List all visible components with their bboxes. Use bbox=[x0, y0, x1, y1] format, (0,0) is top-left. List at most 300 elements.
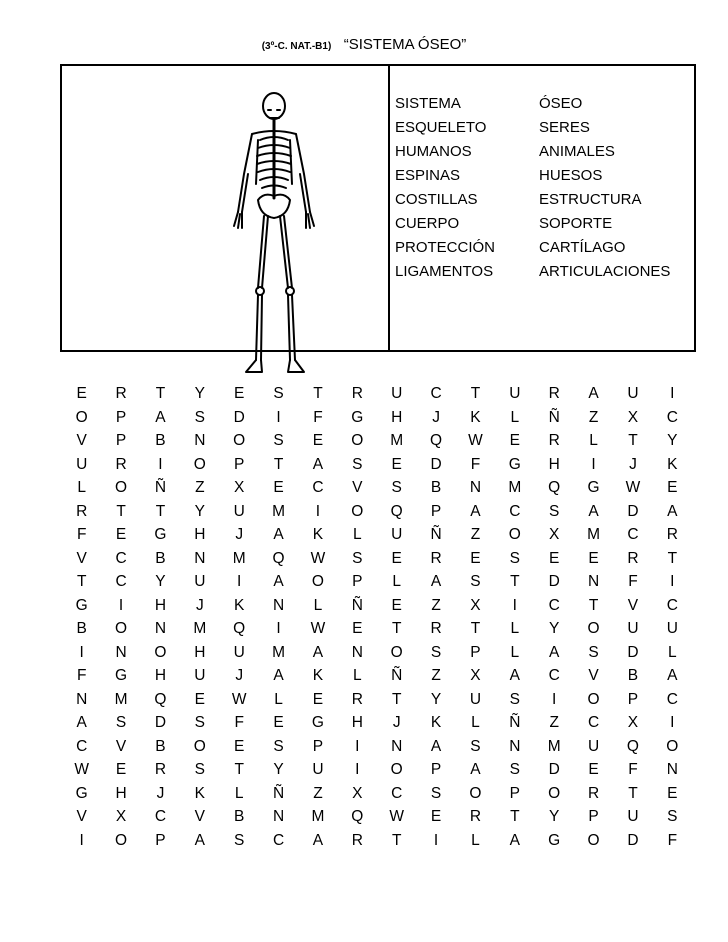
grid-cell: N bbox=[154, 620, 167, 637]
grid-cell: L bbox=[510, 643, 520, 661]
grid-cell: E bbox=[430, 808, 442, 825]
grid-cell: X bbox=[627, 714, 639, 731]
grid-cell: P bbox=[430, 502, 442, 520]
grid-cell: T bbox=[391, 831, 402, 849]
grid-cell: I bbox=[355, 761, 360, 778]
grid-cell: A bbox=[430, 573, 442, 590]
grid-cell: O bbox=[115, 479, 128, 496]
grid-cell: B bbox=[155, 737, 166, 755]
header-box bbox=[60, 64, 696, 352]
grid-cell: I bbox=[276, 620, 281, 637]
word-search-grid bbox=[62, 382, 692, 852]
grid-cell: Q bbox=[430, 432, 443, 449]
grid-cell: L bbox=[234, 784, 244, 802]
grid-cell: C bbox=[76, 737, 88, 755]
grid-cell: R bbox=[76, 502, 88, 520]
grid-cell: W bbox=[625, 479, 641, 496]
grid-cell: E bbox=[115, 761, 127, 778]
grid-cell: U bbox=[587, 737, 600, 755]
grid-cell: N bbox=[194, 432, 206, 449]
grid-cell: F bbox=[470, 455, 481, 473]
grid-cell: I bbox=[512, 596, 517, 614]
word-item: HUMANOS bbox=[395, 143, 472, 160]
grid-cell: M bbox=[193, 620, 207, 637]
grid-cell: F bbox=[234, 714, 244, 731]
grid-cell: O bbox=[154, 643, 167, 661]
word-item: SERES bbox=[539, 119, 590, 136]
grid-cell: S bbox=[588, 643, 599, 661]
word-item: ÓSEO bbox=[539, 95, 583, 112]
grid-cell: I bbox=[670, 385, 675, 402]
grid-cell: B bbox=[234, 808, 245, 825]
grid-cell: M bbox=[390, 432, 404, 449]
grid-row bbox=[62, 382, 692, 406]
grid-cell: R bbox=[430, 549, 442, 567]
grid-cell: S bbox=[430, 643, 442, 661]
word-list-row bbox=[395, 260, 695, 284]
grid-cell: Z bbox=[313, 784, 323, 802]
grid-cell: F bbox=[628, 573, 638, 590]
grid-cell: Ñ bbox=[272, 784, 285, 802]
grid-cell: E bbox=[509, 432, 520, 449]
skeleton-icon bbox=[192, 88, 342, 388]
grid-cell: P bbox=[115, 432, 127, 449]
grid-cell: T bbox=[628, 784, 638, 802]
grid-row bbox=[62, 641, 692, 665]
grid-cell: A bbox=[588, 385, 599, 402]
grid-cell: Ñ bbox=[430, 526, 442, 543]
grid-cell: O bbox=[390, 761, 403, 778]
grid-cell: O bbox=[193, 737, 206, 755]
grid-cell: R bbox=[587, 784, 600, 802]
grid-cell: L bbox=[510, 408, 520, 426]
grid-cell: B bbox=[76, 620, 87, 637]
grid-cell: E bbox=[234, 385, 245, 402]
grid-cell: S bbox=[352, 549, 363, 567]
grid-cell: R bbox=[351, 385, 363, 402]
grid-cell: D bbox=[627, 502, 639, 520]
word-item: SISTEMA bbox=[395, 95, 461, 112]
grid-cell: G bbox=[75, 784, 88, 802]
grid-row bbox=[62, 829, 692, 853]
grid-cell: Q bbox=[548, 479, 561, 496]
grid-cell: V bbox=[76, 808, 87, 825]
grid-cell: V bbox=[115, 737, 127, 755]
grid-cell: T bbox=[273, 455, 284, 473]
word-item: LIGAMENTOS bbox=[395, 263, 494, 280]
grid-cell: K bbox=[234, 596, 245, 614]
grid-row bbox=[62, 523, 692, 547]
grid-cell: P bbox=[509, 784, 520, 802]
grid-cell: F bbox=[76, 667, 87, 684]
grid-cell: O bbox=[587, 831, 600, 849]
grid-cell: J bbox=[235, 526, 244, 543]
grid-row bbox=[62, 735, 692, 759]
grid-cell: V bbox=[194, 808, 205, 825]
grid-cell: S bbox=[115, 714, 127, 731]
grid-cell: Z bbox=[431, 667, 441, 684]
grid-cell: H bbox=[391, 408, 403, 426]
grid-cell: U bbox=[194, 573, 206, 590]
word-list-row bbox=[395, 164, 695, 188]
grid-cell: L bbox=[77, 479, 86, 496]
grid-cell: P bbox=[430, 761, 442, 778]
grid-cell: S bbox=[509, 549, 520, 567]
word-item: ANIMALES bbox=[539, 143, 615, 160]
grid-cell: E bbox=[588, 549, 599, 567]
grid-cell: N bbox=[351, 643, 363, 661]
grid-cell: V bbox=[76, 432, 87, 449]
grid-cell: Y bbox=[430, 690, 442, 708]
grid-cell: E bbox=[312, 690, 324, 708]
grid-cell: T bbox=[313, 385, 323, 402]
grid-cell: R bbox=[430, 620, 442, 637]
grid-cell: E bbox=[588, 761, 599, 778]
grid-cell: Y bbox=[194, 385, 205, 402]
word-item: PROTECCIÓN bbox=[395, 239, 496, 256]
grid-cell: E bbox=[312, 432, 324, 449]
grid-cell: U bbox=[194, 667, 206, 684]
grid-cell: M bbox=[114, 690, 128, 708]
grid-cell: C bbox=[666, 690, 678, 708]
grid-cell: U bbox=[666, 620, 678, 637]
grid-cell: L bbox=[589, 432, 598, 449]
grid-cell: Y bbox=[155, 573, 166, 590]
grid-cell: A bbox=[312, 643, 324, 661]
grid-cell: X bbox=[234, 479, 245, 496]
grid-cell: P bbox=[627, 690, 639, 708]
grid-cell: X bbox=[470, 596, 481, 614]
grid-cell: E bbox=[391, 455, 402, 473]
grid-cell: V bbox=[352, 479, 363, 496]
grid-cell: N bbox=[666, 761, 678, 778]
grid-cell: W bbox=[310, 620, 326, 637]
grid-row bbox=[62, 500, 692, 524]
grid-cell: Q bbox=[626, 737, 639, 755]
grid-cell: O bbox=[587, 620, 600, 637]
grid-cell: V bbox=[588, 667, 599, 684]
grid-cell: H bbox=[194, 643, 206, 661]
grid-cell: R bbox=[115, 385, 127, 402]
grid-cell: W bbox=[389, 808, 404, 825]
grid-cell: V bbox=[627, 596, 639, 614]
grid-cell: Ñ bbox=[391, 667, 403, 684]
grid-cell: I bbox=[355, 737, 360, 755]
grid-cell: E bbox=[273, 479, 284, 496]
grid-cell: P bbox=[588, 808, 599, 825]
grid-cell: S bbox=[234, 831, 245, 849]
grid-cell: O bbox=[351, 502, 364, 520]
grid-cell: R bbox=[469, 808, 482, 825]
grid-cell: R bbox=[548, 385, 560, 402]
grid-cell: D bbox=[627, 643, 639, 661]
word-list-row bbox=[395, 116, 695, 140]
grid-cell: E bbox=[391, 596, 402, 614]
grid-cell: I bbox=[118, 596, 124, 614]
grid-cell: I bbox=[591, 455, 596, 473]
grid-cell: A bbox=[273, 526, 284, 543]
grid-cell: E bbox=[273, 714, 284, 731]
grid-cell: C bbox=[666, 408, 678, 426]
grid-cell: H bbox=[548, 455, 560, 473]
grid-cell: Ñ bbox=[509, 714, 521, 731]
grid-cell: A bbox=[470, 761, 481, 778]
page-title-line bbox=[0, 36, 728, 54]
grid-cell: O bbox=[666, 737, 679, 755]
grid-cell: R bbox=[351, 831, 363, 849]
grid-cell: Z bbox=[195, 479, 205, 496]
grid-cell: O bbox=[390, 643, 403, 661]
grid-cell: G bbox=[311, 714, 324, 731]
grid-cell: T bbox=[76, 573, 87, 590]
grid-cell: C bbox=[115, 549, 127, 567]
grid-cell: U bbox=[627, 385, 639, 402]
grid-cell: J bbox=[235, 667, 244, 684]
grid-cell: G bbox=[75, 596, 88, 614]
grid-cell: R bbox=[666, 526, 678, 543]
grid-cell: B bbox=[155, 432, 166, 449]
grid-cell: A bbox=[588, 502, 599, 520]
grid-cell: T bbox=[588, 596, 599, 614]
grid-cell: Z bbox=[588, 408, 599, 426]
grid-cell: C bbox=[548, 596, 560, 614]
grid-cell: X bbox=[627, 408, 639, 426]
grid-row bbox=[62, 711, 692, 735]
grid-cell: N bbox=[587, 573, 600, 590]
grid-cell: L bbox=[392, 573, 401, 590]
grid-cell: O bbox=[508, 526, 521, 543]
grid-cell: U bbox=[627, 620, 639, 637]
grid-cell: H bbox=[351, 714, 363, 731]
grid-cell: U bbox=[509, 385, 521, 402]
grid-cell: O bbox=[115, 620, 128, 637]
grid-cell: W bbox=[74, 761, 89, 778]
grid-cell: Q bbox=[390, 502, 403, 520]
grid-row bbox=[62, 594, 692, 618]
grid-cell: D bbox=[548, 573, 560, 590]
grid-cell: Q bbox=[351, 808, 364, 825]
grid-cell: M bbox=[272, 502, 286, 520]
grid-cell: O bbox=[351, 432, 364, 449]
grid-cell: C bbox=[154, 808, 167, 825]
word-list-row bbox=[395, 92, 695, 116]
grid-cell: L bbox=[313, 596, 323, 614]
grid-cell: E bbox=[470, 549, 481, 567]
grid-cell: N bbox=[391, 737, 403, 755]
grid-cell: R bbox=[548, 432, 560, 449]
grid-cell: G bbox=[587, 479, 600, 496]
grid-cell: Y bbox=[667, 432, 678, 449]
grid-cell: E bbox=[76, 385, 87, 402]
word-list-row bbox=[395, 212, 695, 236]
grid-cell: S bbox=[273, 385, 284, 402]
grid-cell: R bbox=[351, 690, 363, 708]
grid-cell: C bbox=[548, 667, 560, 684]
grid-cell: C bbox=[430, 385, 442, 402]
grid-cell: J bbox=[392, 714, 401, 731]
grid-cell: T bbox=[470, 620, 481, 637]
grid-cell: A bbox=[549, 643, 560, 661]
grid-cell: S bbox=[194, 408, 205, 426]
grid-cell: K bbox=[470, 408, 481, 426]
grid-cell: O bbox=[548, 784, 561, 802]
grid-cell: A bbox=[312, 455, 324, 473]
word-list-row bbox=[395, 188, 695, 212]
grid-cell: H bbox=[115, 784, 127, 802]
grid-cell: A bbox=[667, 667, 678, 684]
grid-cell: D bbox=[233, 408, 245, 426]
grid-cell: S bbox=[194, 714, 205, 731]
grid-cell: G bbox=[115, 667, 128, 684]
grid-cell: Q bbox=[233, 620, 246, 637]
grid-row bbox=[62, 406, 692, 430]
grid-cell: C bbox=[115, 573, 127, 590]
grid-cell: L bbox=[668, 643, 677, 661]
grid-cell: P bbox=[312, 737, 324, 755]
grid-cell: I bbox=[237, 573, 242, 590]
grid-cell: B bbox=[627, 667, 639, 684]
grid-cell: E bbox=[115, 526, 127, 543]
grid-cell: P bbox=[352, 573, 363, 590]
grid-cell: J bbox=[629, 455, 637, 473]
grid-row bbox=[62, 429, 692, 453]
grid-cell: I bbox=[670, 714, 675, 731]
grid-cell: T bbox=[510, 808, 520, 825]
grid-cell: I bbox=[552, 690, 557, 708]
grid-cell: R bbox=[627, 549, 639, 567]
grid-cell: T bbox=[628, 432, 638, 449]
grid-cell: S bbox=[194, 761, 205, 778]
grid-cell: B bbox=[430, 479, 442, 496]
grid-cell: U bbox=[391, 526, 403, 543]
word-item: SOPORTE bbox=[539, 215, 613, 232]
grid-cell: C bbox=[666, 596, 678, 614]
grid-cell: D bbox=[548, 761, 560, 778]
grid-cell: M bbox=[547, 737, 561, 755]
grid-cell: N bbox=[469, 479, 482, 496]
grid-cell: A bbox=[273, 667, 284, 684]
grid-cell: W bbox=[310, 549, 326, 567]
grid-cell: F bbox=[313, 408, 323, 426]
grid-cell: D bbox=[430, 455, 442, 473]
grid-cell: K bbox=[312, 667, 324, 684]
grid-cell: B bbox=[155, 549, 166, 567]
grid-cell: E bbox=[352, 620, 363, 637]
grid-cell: L bbox=[353, 526, 362, 543]
grid-cell: R bbox=[115, 455, 127, 473]
grid-cell: N bbox=[115, 643, 127, 661]
grid-cell: A bbox=[194, 831, 205, 849]
grid-cell: U bbox=[233, 643, 245, 661]
grid-row bbox=[62, 805, 692, 829]
grid-row bbox=[62, 476, 692, 500]
grid-cell: C bbox=[272, 831, 285, 849]
grid-cell: X bbox=[470, 667, 481, 684]
grid-cell: T bbox=[155, 502, 166, 520]
grid-cell: O bbox=[115, 831, 128, 849]
grid-cell: I bbox=[433, 831, 439, 849]
grid-cell: S bbox=[470, 573, 481, 590]
grid-cell: U bbox=[76, 455, 88, 473]
word-item: COSTILLAS bbox=[395, 191, 478, 208]
grid-cell: C bbox=[587, 714, 600, 731]
grid-cell: C bbox=[312, 479, 324, 496]
grid-cell: S bbox=[470, 737, 481, 755]
grid-cell: X bbox=[352, 784, 363, 802]
grid-cell: E bbox=[391, 549, 402, 567]
grid-cell: X bbox=[549, 526, 560, 543]
grid-row bbox=[62, 453, 692, 477]
grid-cell: E bbox=[194, 690, 205, 708]
grid-cell: A bbox=[273, 573, 284, 590]
grid-cell: N bbox=[272, 596, 285, 614]
grid-cell: J bbox=[432, 408, 440, 426]
grid-cell: Z bbox=[549, 714, 559, 731]
grid-cell: K bbox=[667, 455, 678, 473]
grid-row bbox=[62, 758, 692, 782]
grid-row bbox=[62, 664, 692, 688]
grid-cell: L bbox=[471, 714, 480, 731]
grid-cell: U bbox=[627, 808, 639, 825]
grid-cell: A bbox=[470, 502, 481, 520]
grid-cell: D bbox=[627, 831, 639, 849]
grid-cell: F bbox=[628, 761, 638, 778]
grid-cell: O bbox=[193, 455, 206, 473]
grid-cell: M bbox=[587, 526, 601, 543]
grid-cell: E bbox=[234, 737, 245, 755]
grid-cell: A bbox=[509, 667, 520, 684]
grid-cell: S bbox=[549, 502, 560, 520]
grid-cell: I bbox=[79, 643, 84, 661]
grid-cell: A bbox=[667, 502, 678, 520]
grid-cell: E bbox=[549, 549, 560, 567]
grid-cell: O bbox=[469, 784, 482, 802]
word-item: ARTICULACIONES bbox=[539, 263, 671, 280]
grid-cell: Y bbox=[194, 502, 205, 520]
grid-cell: T bbox=[116, 502, 126, 520]
word-item: CARTÍLAGO bbox=[539, 239, 626, 256]
grid-cell: T bbox=[155, 385, 166, 402]
grid-cell: Ñ bbox=[154, 479, 167, 496]
grid-cell: T bbox=[510, 573, 520, 590]
grid-cell: G bbox=[351, 408, 364, 426]
word-item: HUESOS bbox=[539, 167, 603, 184]
grid-cell: T bbox=[470, 385, 481, 402]
grid-cell: Y bbox=[273, 761, 284, 778]
grid-row bbox=[62, 782, 692, 806]
grid-cell: J bbox=[156, 784, 165, 802]
grid-cell: G bbox=[508, 455, 521, 473]
grid-cell: X bbox=[115, 808, 127, 825]
grid-cell: T bbox=[234, 761, 244, 778]
grid-cell: S bbox=[430, 784, 442, 802]
word-list bbox=[395, 92, 695, 284]
grid-cell: K bbox=[194, 784, 205, 802]
grid-cell: O bbox=[587, 690, 600, 708]
grid-cell: Y bbox=[549, 620, 560, 637]
grid-cell: A bbox=[509, 831, 520, 849]
grid-cell: P bbox=[115, 408, 127, 426]
grid-cell: U bbox=[233, 502, 245, 520]
grid-cell: O bbox=[75, 408, 88, 426]
grid-cell: S bbox=[509, 761, 520, 778]
grid-cell: F bbox=[76, 526, 87, 543]
grid-cell: N bbox=[194, 549, 206, 567]
grid-cell: Ñ bbox=[351, 596, 363, 614]
grid-cell: S bbox=[667, 808, 678, 825]
grid-cell: I bbox=[276, 408, 281, 426]
grid-cell: E bbox=[667, 784, 678, 802]
